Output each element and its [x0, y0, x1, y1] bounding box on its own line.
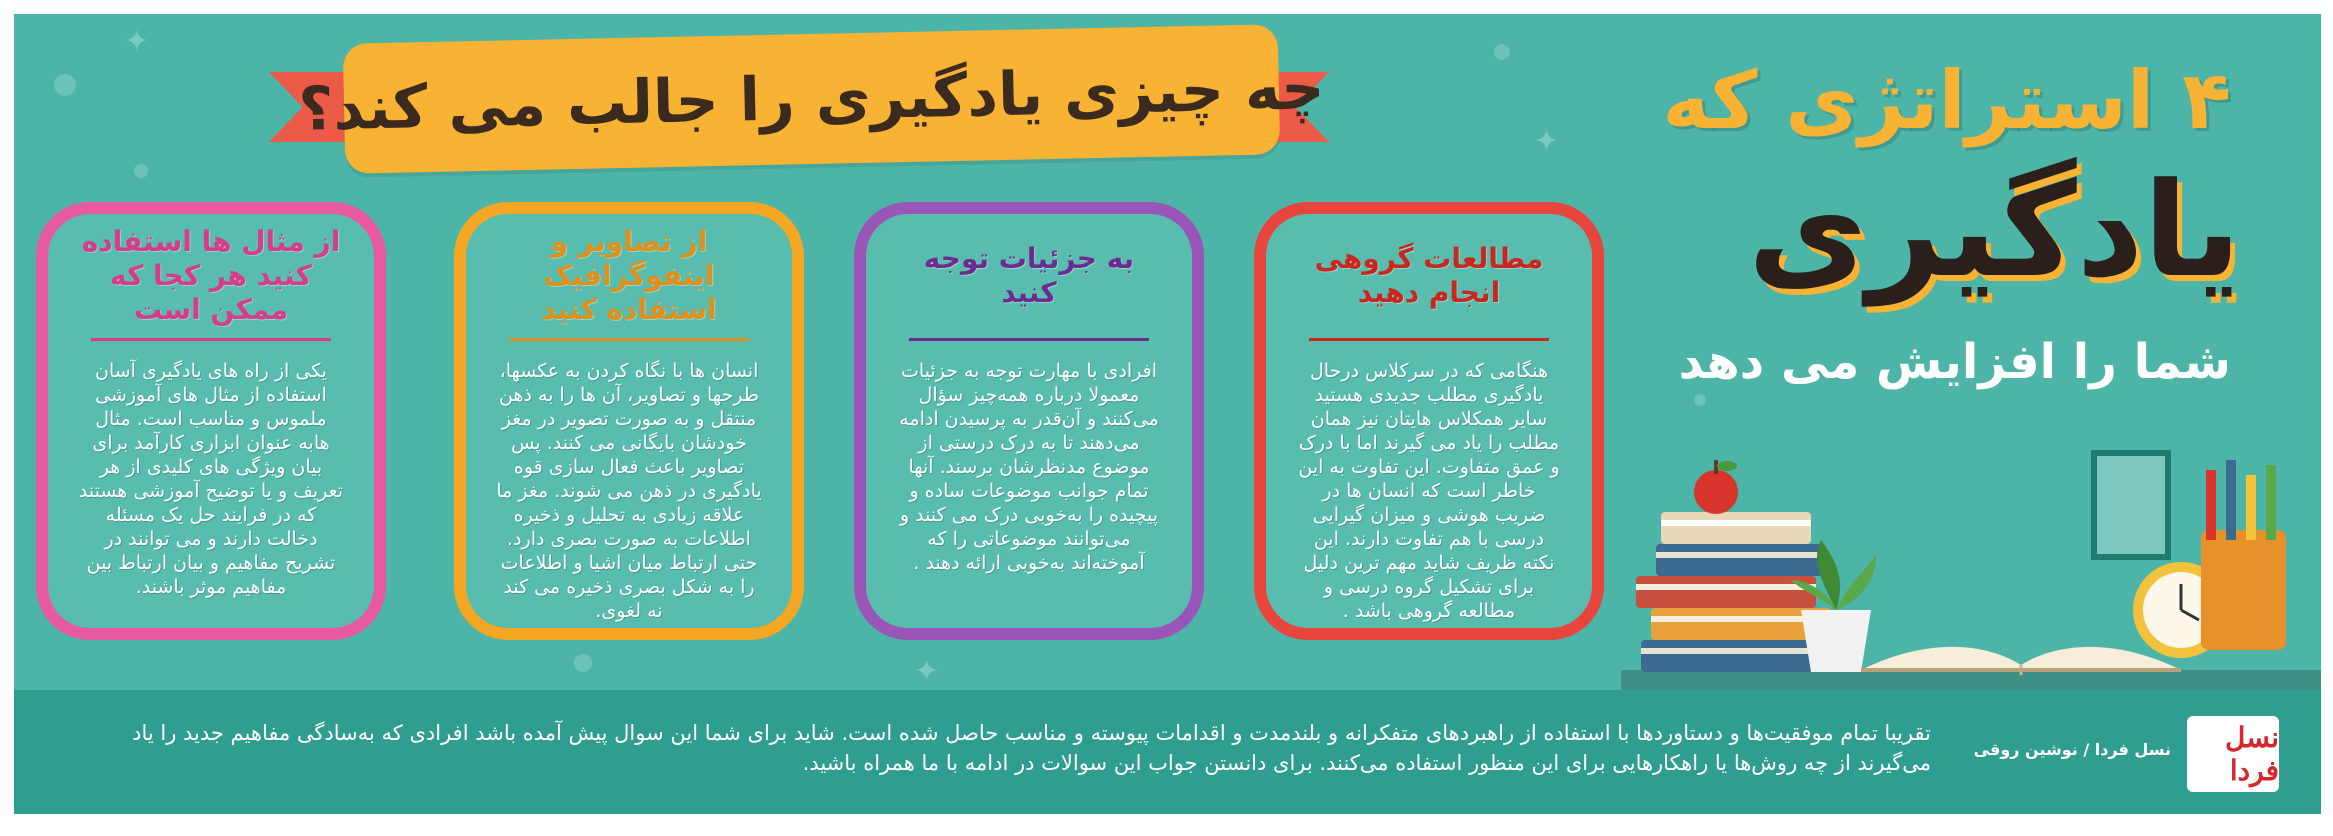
- book-icon: [1661, 512, 1811, 544]
- infographic-canvas: [14, 14, 2321, 690]
- book-icon: [1641, 640, 1831, 672]
- tip-card-examples: [36, 202, 386, 640]
- card-divider: [1309, 338, 1549, 341]
- decorative-star-icon: ✦: [124, 24, 150, 59]
- publisher-logo: [2187, 716, 2279, 792]
- footer-bar: [14, 690, 2321, 814]
- headline-line-1: ۴ استراتژی که: [1662, 54, 2231, 147]
- headline-line-3: شما را افزایش می دهد: [1678, 334, 2231, 390]
- pencil-icon: [2226, 460, 2236, 540]
- apple-icon: [1694, 470, 1738, 514]
- tip-card-details: [854, 202, 1204, 640]
- study-desk-illustration: [1621, 430, 2321, 690]
- card-divider: [509, 338, 749, 341]
- card-title: از تصاویر و اینفوگرافیک استفاده کنید: [541, 225, 717, 326]
- decorative-star-icon: ✦: [914, 654, 940, 689]
- book-icon: [1636, 576, 1816, 608]
- book-icon: [1656, 544, 1826, 576]
- card-title: از مثال ها استفاده کنید هر کجا که ممکن است: [81, 225, 341, 326]
- decorative-dot: [134, 164, 148, 178]
- decorative-dot: [574, 654, 592, 672]
- card-body: هنگامی که در سرکلاس درحال یادگیری مطلب جدیدی هستید سایر همکلاس هایتان نیز همان مطلب را یاد می گیرند اما با درک و عمق متفاوت. این تفاوت به این خاطر است که انسان ها در ضریب هوشی و میزان گیرایی درسی با هم تفاوت دارند. این نکته ظریف شاید مهم ترین دلیل برای تشکیل گروه درسی و مطالعه گروهی باشد .: [1298, 360, 1560, 622]
- plant-pot-icon: [1801, 610, 1871, 672]
- headline-line-2: یادگیری: [1747, 154, 2241, 306]
- logo-text: نسل فردا: [2225, 721, 2279, 787]
- tip-card-images: [454, 202, 804, 640]
- decorative-dot: [54, 74, 76, 96]
- header-banner: [297, 24, 1326, 174]
- decorative-star-icon: ✦: [1534, 124, 1560, 159]
- desk-shadow: [1621, 670, 2321, 690]
- pencil-icon: [2246, 475, 2256, 540]
- footer-credit: نسل فردا / نوشین روقی: [1973, 740, 2171, 759]
- card-divider: [91, 338, 331, 341]
- card-title: مطالعات گروهی انجام دهید: [1314, 242, 1544, 309]
- card-body: یکی از راه های یادگیری آسان استفاده از مثال های آموزشی ملموس و مناسب است. مثال هابه عنوان ابزاری کارآمد برای بیان ویژگی های کلیدی از هر تعریف و یا توضیح آموزشی هستند که در فرایند حل یک مسئله دخالت دارند و می توانند در تشریح مفاهیم و بیان ارتباط بین مفاهیم موثر باشند.: [78, 360, 344, 598]
- pencil-icon: [2266, 465, 2276, 540]
- card-divider: [909, 338, 1149, 341]
- pencil-cup-icon: [2201, 530, 2286, 650]
- card-title: به جزئیات توجه کنید: [923, 242, 1135, 309]
- decorative-dot: [1694, 394, 1706, 406]
- decorative-dot: [1494, 44, 1510, 60]
- card-body: انسان ها با نگاه کردن به عکسها، طرحها و تصاویر، آن ها را به ذهن منتقل و به صورت تصویر در مغز خودشان بایگانی می کنند. پس تصاویر باعث فعال سازی قوه یادگیری در ذهن می شوند. مغز ما علاقه زیادی به تحلیل و ذخیره اطلاعات به صورت بصری دارد. حتی ارتباط میان اشیا و اطلاعات را به شکل بصری ذخیره می کند نه لغوی.: [496, 360, 762, 622]
- banner-title: چه چیزی یادگیری را جالب می کند؟: [297, 53, 1326, 145]
- tip-card-group-study: [1254, 202, 1604, 640]
- footer-intro-text: تقریبا تمام موفقیت‌ها و دستاوردها با استفاده از راهبردهای متفکرانه و بلندمدت و اقدامات پیوسته و مناسب حاصل شده است. شاید برای شما این سوال پیش آمده باشد افرادی که به‌سادگی مفاهیم جدید را یاد می‌گیرند از چه روش‌ها یا راهکارهایی برای این منظور استفاده می‌کنند. برای دانستن جواب این سوالات در ادامه با ما همراه باشید.: [132, 721, 1931, 775]
- pencil-icon: [2206, 470, 2216, 540]
- card-body: افرادی با مهارت توجه به جزئیات معمولا درباره همه‌چیز سؤال می‌کنند و آن‌قدر به پرسیدن ادامه می‌دهند تا به درک درستی از موضوع مدنظرشان برسند. آنها تمام جوانب موضوعات ساده و پیچیده را به‌خوبی درک می کنند و می‌توانند موضوعاتی را که آموخته‌اند به‌خوبی ارائه دهند .: [899, 360, 1159, 574]
